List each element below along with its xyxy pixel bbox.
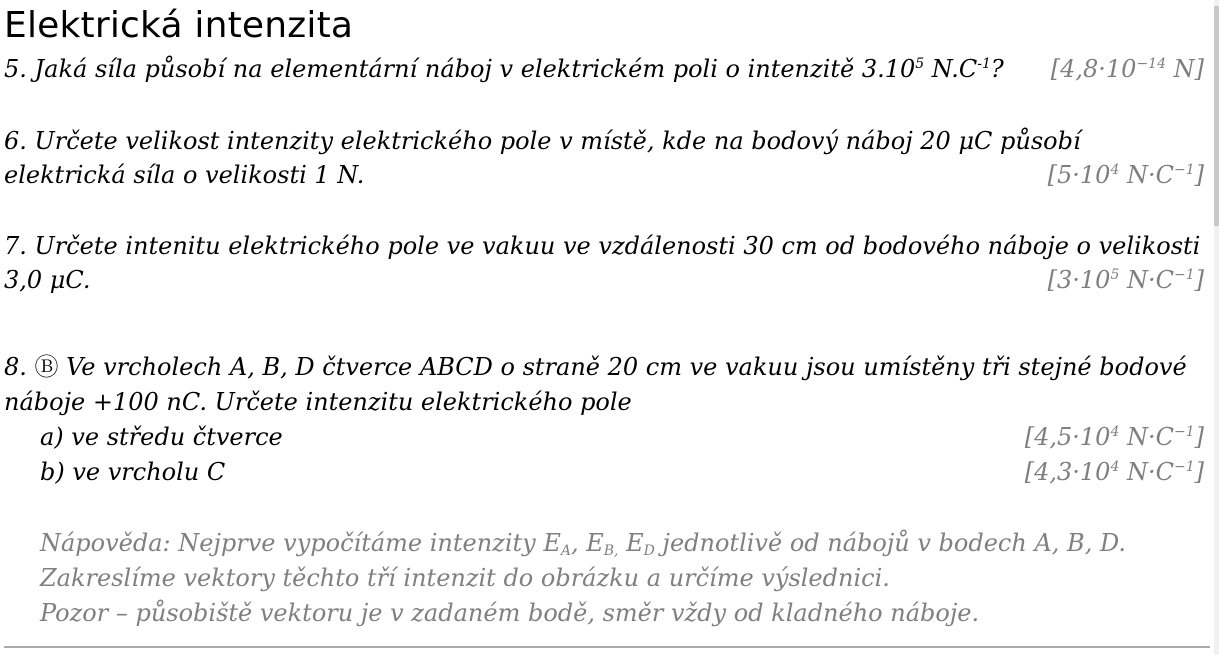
answer-unit-power: −1 — [1173, 424, 1195, 440]
problem-6-line-2 — [4, 158, 1204, 192]
answer-unit: N·C — [1119, 423, 1174, 451]
problem-6-answer — [1048, 158, 1204, 192]
answer-unit: N·C — [1119, 458, 1174, 486]
scrollbar-thumb[interactable] — [1214, 6, 1219, 226]
hint-text-1-end: jednotlivě od nábojů v bodech A, B, D. — [654, 529, 1126, 557]
bottom-divider — [4, 646, 1210, 648]
problem-6-text-2: elektrická síla o velikosti 1 N. — [4, 161, 365, 189]
hint-text-2: Zakreslíme vektory těchto tří intenzit do obrázku a určíme výslednici. — [40, 564, 890, 592]
problem-5-question-mark: ? — [990, 55, 1004, 83]
hint-line-3 — [40, 596, 1204, 630]
scrollbar[interactable] — [1214, 0, 1219, 655]
answer-unit: N·C — [1119, 161, 1174, 189]
hint-separator: E — [618, 529, 644, 557]
hint-separator: , E — [570, 529, 604, 557]
answer-close: ] — [1194, 161, 1204, 189]
problem-5-unit-power: -1 — [977, 56, 991, 72]
answer-value: [4,3·10 — [1024, 458, 1111, 486]
answer-value: [3·10 — [1047, 266, 1111, 294]
problem-6-line-1 — [4, 124, 1204, 158]
answer-power: −14 — [1136, 56, 1166, 72]
problem-8-part-a — [40, 420, 1204, 454]
hint-subscript-b: B, — [603, 543, 619, 559]
problem-5-power: 5 — [915, 56, 925, 72]
hint-subscript-d: D — [643, 543, 655, 559]
problem-8-text-2: náboje +100 nC. Určete intenzitu elektrického pole — [4, 388, 632, 416]
problem-7-line-2 — [4, 263, 1204, 297]
answer-close: ] — [1194, 266, 1204, 294]
answer-power: 4 — [1110, 424, 1120, 440]
hint-line-2 — [40, 561, 1204, 595]
answer-power: 5 — [1110, 267, 1120, 283]
problem-7-line-1 — [4, 229, 1204, 263]
hint-subscript-a: A — [560, 543, 571, 559]
problem-7-answer — [1048, 263, 1204, 297]
answer-unit-power: −1 — [1173, 162, 1195, 178]
hint-text-1: Nápověda: Nejprve vypočítáme intenzity E — [40, 529, 561, 557]
problem-8-text-1: Ve vrcholech A, B, D čtverce ABCD o straně 20 cm ve vakuu jsou umístěny tři stejné bodové — [58, 353, 1187, 381]
answer-value: [4,8·10 — [1050, 55, 1137, 83]
problem-5-unit: N.C — [924, 55, 978, 83]
part-b-answer — [1025, 455, 1204, 489]
problem-5-answer — [1051, 52, 1204, 86]
problem-6-text-1: 6. Určete velikost intenzity elektrického pole v místě, kde na bodový náboj 20 μC působí — [4, 127, 1081, 155]
problem-7-text-2: 3,0 μC. — [4, 266, 91, 294]
answer-unit: N] — [1166, 55, 1204, 83]
hint-line-1 — [40, 526, 1204, 560]
hint-text-3: Pozor – působiště vektoru je v zadaném bodě, směr vždy od kladného náboje. — [40, 599, 980, 627]
problem-8-line-1 — [4, 350, 1204, 384]
problem-8-part-b — [40, 455, 1204, 489]
page-title: Elektrická intenzita — [4, 5, 354, 46]
part-a-answer — [1025, 420, 1204, 454]
answer-unit-power: −1 — [1173, 459, 1195, 475]
problem-8-number: 8. — [4, 353, 35, 381]
answer-unit: N·C — [1119, 266, 1174, 294]
problem-5 — [4, 52, 1204, 86]
problem-5-text: 5. Jaká síla působí na elementární náboj v elektrickém poli o intenzitě 3.10 — [4, 55, 916, 83]
part-a-text: a) ve středu čtverce — [40, 423, 283, 451]
answer-value: [5·10 — [1047, 161, 1111, 189]
answer-power: 4 — [1110, 162, 1120, 178]
answer-close: ] — [1194, 458, 1204, 486]
problem-8-line-2 — [4, 385, 1204, 419]
answer-unit-power: −1 — [1173, 267, 1195, 283]
circled-b-icon: Ⓑ — [34, 353, 59, 381]
answer-value: [4,5·10 — [1024, 423, 1111, 451]
problem-7-text-1: 7. Určete intenitu elektrického pole ve vakuu ve vzdálenosti 30 cm od bodového náboje o velikosti — [4, 232, 1201, 260]
answer-power: 4 — [1110, 459, 1120, 475]
part-b-text: b) ve vrcholu C — [40, 458, 226, 486]
answer-close: ] — [1194, 423, 1204, 451]
